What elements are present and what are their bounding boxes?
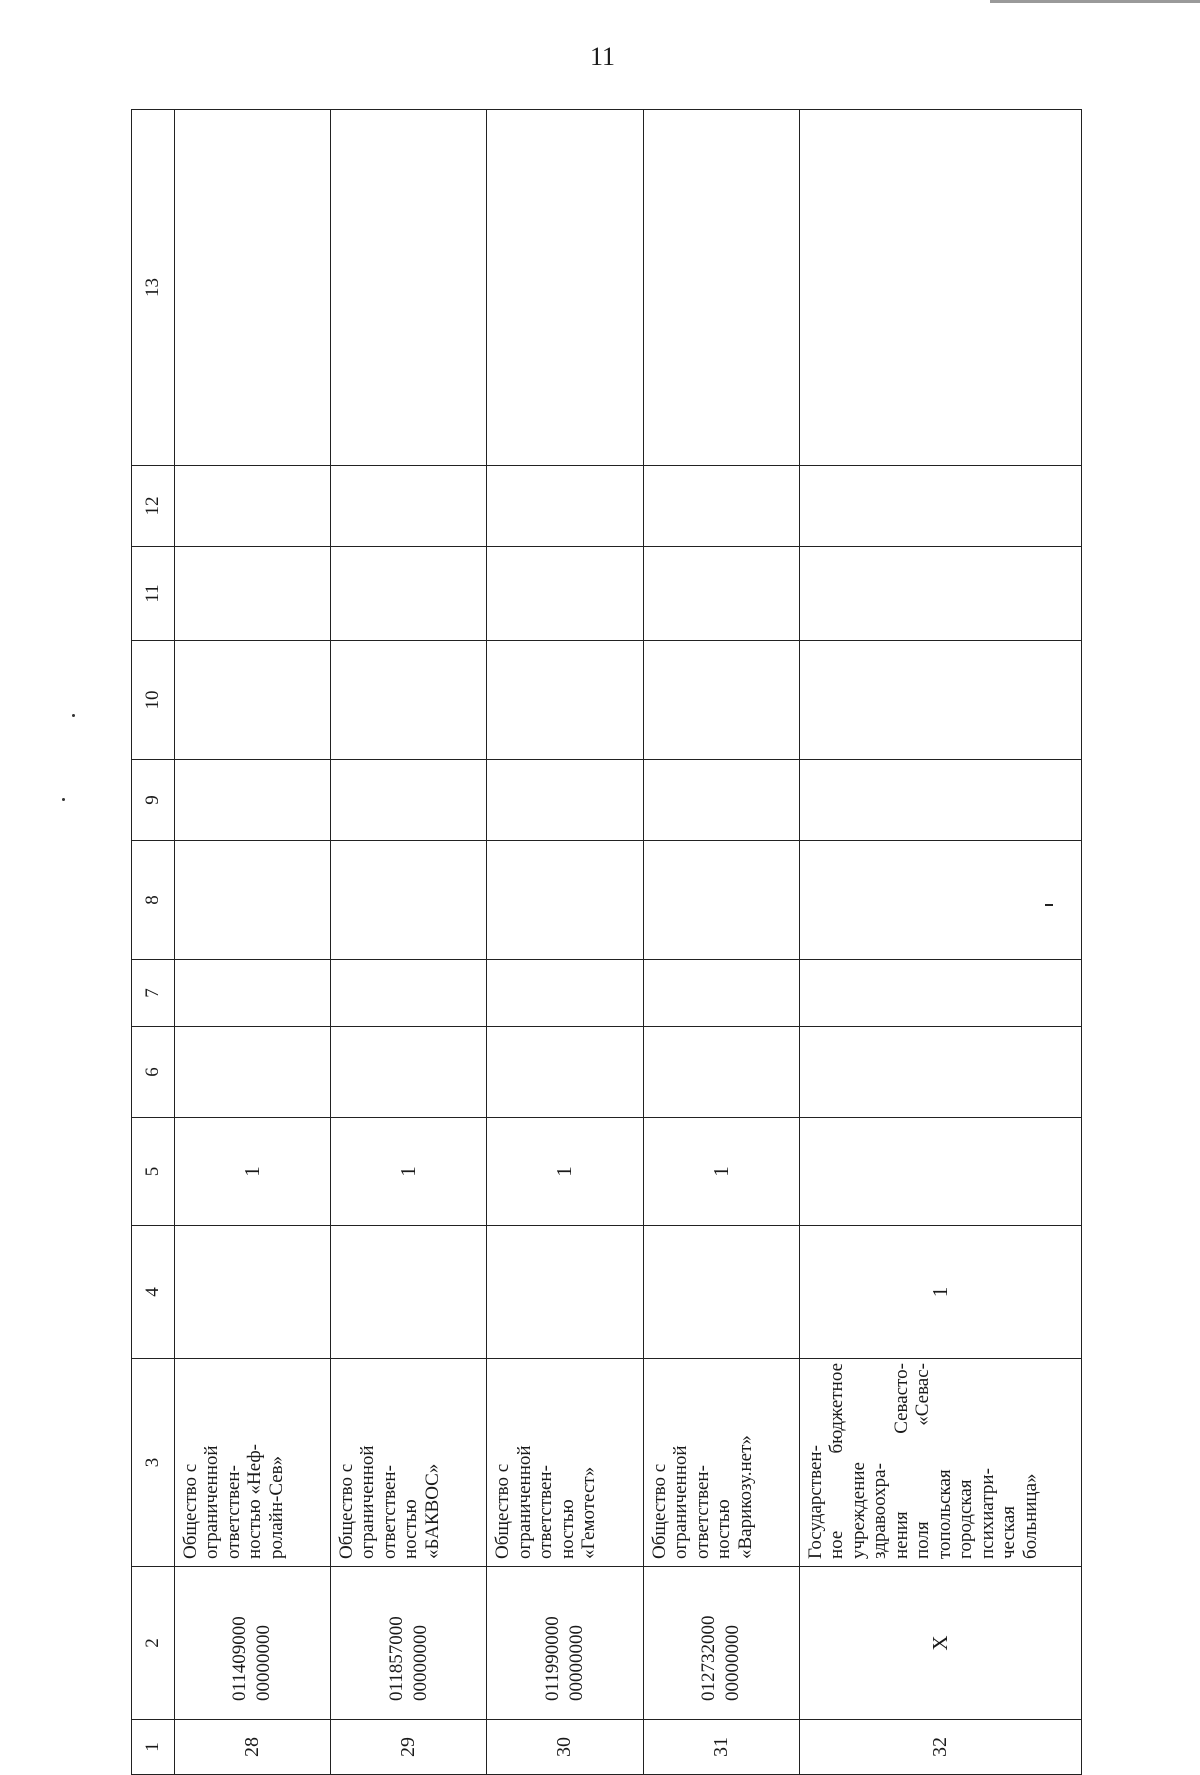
- top-edge-rule: [990, 0, 1200, 3]
- row-code: 012732000 00000000: [643, 1567, 799, 1720]
- row-organization-name: Общество с ограниченной ответствен- ностью «Гемотест»: [487, 1359, 643, 1567]
- row-number: 30: [487, 1720, 643, 1775]
- cell-col4: [487, 1226, 643, 1359]
- cell-col5: 1: [643, 1118, 799, 1226]
- cell-empty: [487, 547, 643, 641]
- rotated-table-container: [131, 110, 1082, 1775]
- column-header: 5: [132, 1118, 175, 1226]
- cell-empty: [643, 760, 799, 841]
- row-organization-name: Общество с ограниченной ответствен- ностью «БАКВОС»: [330, 1359, 486, 1567]
- cell-empty: [174, 547, 330, 641]
- table-row: [799, 110, 1081, 1775]
- table-row: [174, 110, 330, 1775]
- row-number: 28: [174, 1720, 330, 1775]
- cell-col4: 1: [799, 1226, 1081, 1359]
- cell-empty: [799, 960, 1081, 1027]
- cell-empty: [487, 466, 643, 547]
- cell-empty: [643, 110, 799, 466]
- column-header: 1: [132, 1720, 175, 1775]
- column-header: 9: [132, 760, 175, 841]
- cell-empty: [174, 641, 330, 760]
- row-number: 29: [330, 1720, 486, 1775]
- cell-col8: [799, 841, 1081, 960]
- cell-empty: [174, 841, 330, 960]
- column-header: 13: [132, 110, 175, 466]
- cell-empty: [643, 641, 799, 760]
- cell-empty: [330, 641, 486, 760]
- row-number: 32: [799, 1720, 1081, 1775]
- cell-empty: [330, 841, 486, 960]
- cell-col5: 1: [330, 1118, 486, 1226]
- row-code: 011409000 00000000: [174, 1567, 330, 1720]
- cell-empty: [799, 1027, 1081, 1118]
- scan-speck: [72, 714, 75, 717]
- cell-empty: [643, 466, 799, 547]
- row-code: X: [799, 1567, 1081, 1720]
- row-organization-name: Государствен- ное бюджетное учреждение здравоохра- нения Севасто- поля «Севас- топольская городская психиатри- ческая больница»: [799, 1359, 1081, 1567]
- scan-speck: [62, 798, 65, 801]
- row-code: 011990000 00000000: [487, 1567, 643, 1720]
- table-row: [330, 110, 486, 1775]
- cell-empty: [643, 841, 799, 960]
- column-header: 7: [132, 960, 175, 1027]
- row-code: 011857000 00000000: [330, 1567, 486, 1720]
- cell-empty: [330, 760, 486, 841]
- cell-empty: [330, 960, 486, 1027]
- table-row: [643, 110, 799, 1775]
- cell-col5: 1: [487, 1118, 643, 1226]
- cell-empty: [174, 466, 330, 547]
- column-header: 3: [132, 1359, 175, 1567]
- cell-col4: [643, 1226, 799, 1359]
- pen-mark: [1045, 904, 1053, 906]
- cell-empty: [330, 1027, 486, 1118]
- cell-empty: [487, 841, 643, 960]
- cell-empty: [174, 760, 330, 841]
- column-header: 12: [132, 466, 175, 547]
- cell-empty: [330, 110, 486, 466]
- cell-empty: [799, 547, 1081, 641]
- cell-empty: [487, 110, 643, 466]
- cell-empty: [487, 1027, 643, 1118]
- cell-empty: [799, 466, 1081, 547]
- cell-empty: [487, 960, 643, 1027]
- cell-col4: [174, 1226, 330, 1359]
- cell-empty: [799, 760, 1081, 841]
- row-organization-name: Общество с ограниченной ответствен- ностью «Варикозу.нет»: [643, 1359, 799, 1567]
- cell-empty: [643, 960, 799, 1027]
- header-row: [132, 110, 175, 1775]
- cell-empty: [487, 760, 643, 841]
- column-header: 6: [132, 1027, 175, 1118]
- cell-empty: [487, 641, 643, 760]
- cell-col4: [330, 1226, 486, 1359]
- cell-empty: [643, 1027, 799, 1118]
- column-header: 4: [132, 1226, 175, 1359]
- cell-empty: [799, 110, 1081, 466]
- cell-col5: [799, 1118, 1081, 1226]
- cell-empty: [330, 547, 486, 641]
- page-number: 11: [589, 42, 616, 71]
- column-header: 11: [132, 547, 175, 641]
- column-header: 2: [132, 1567, 175, 1720]
- cell-empty: [799, 641, 1081, 760]
- row-organization-name: Общество с ограниченной ответствен- ностью «Неф- ролайн-Сев»: [174, 1359, 330, 1567]
- cell-empty: [174, 110, 330, 466]
- cell-empty: [330, 466, 486, 547]
- cell-col5: 1: [174, 1118, 330, 1226]
- column-header: 10: [132, 641, 175, 760]
- data-table: [131, 109, 1082, 1775]
- cell-empty: [643, 547, 799, 641]
- cell-empty: [174, 1027, 330, 1118]
- table-row: [487, 110, 643, 1775]
- column-header: 8: [132, 841, 175, 960]
- row-number: 31: [643, 1720, 799, 1775]
- cell-empty: [174, 960, 330, 1027]
